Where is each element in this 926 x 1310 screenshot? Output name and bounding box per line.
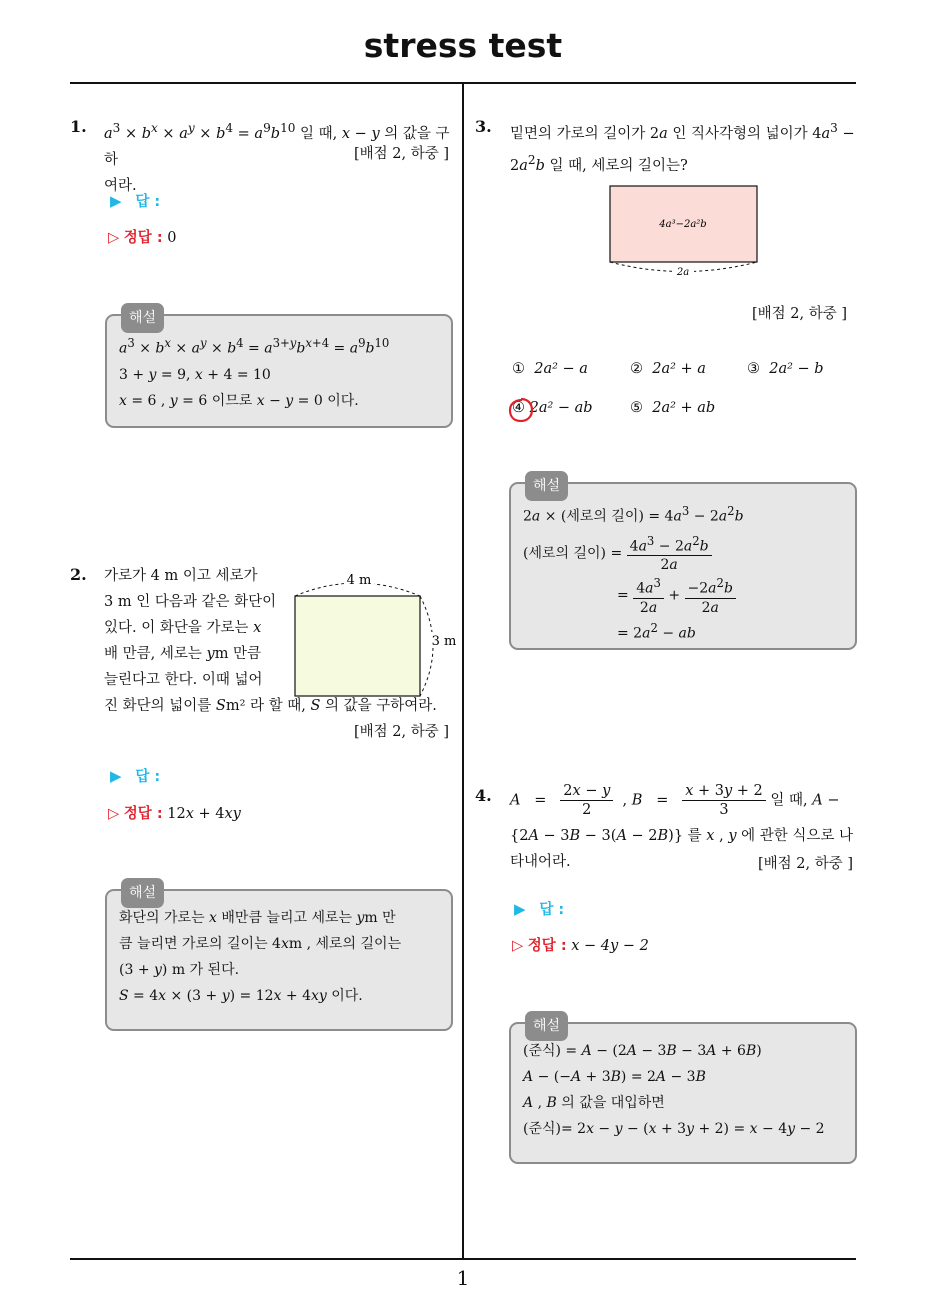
question-3-solution: 해설 2a × (세로의 길이) = $4a^3 - 2a^2b$ (세로의 길이) = $\frac{4a^3 - 2a^2b}{2a}$ = $\frac{4a^3}{2a}$ + $\frac{-2a^2b}{2a}$ = $2a^2$ − ab	[509, 482, 857, 650]
question-4-number: 4.	[475, 786, 492, 805]
question-3-number: 3.	[475, 117, 492, 136]
column-divider	[462, 84, 464, 1258]
solution-tag: 해설	[525, 1011, 568, 1041]
play-icon: ▶	[110, 767, 122, 785]
triangle-outline-icon: ▷	[108, 230, 120, 246]
triangle-outline-icon: ▷	[512, 938, 524, 954]
option-1[interactable]: ① 2a² − a	[512, 361, 588, 377]
rectangle-figure	[606, 183, 760, 278]
page-number: 1	[456, 1266, 470, 1290]
play-icon: ▶	[514, 900, 526, 918]
question-3-text: 밑면의 가로의 길이가 2a 인 직사각형의 넓이가 $4a^3$ − $2a^2b$ 일 때, 세로의 길이는?	[510, 121, 855, 174]
question-2-text: 가로가 4 m 이고 세로가 3 m 인 다음과 같은 화단이 있다. 이 화단을 가로는 x 배 만큼, 세로는 ym 만큼 늘린다고 한다. 이때 넓어	[104, 568, 277, 688]
area-label: 4a³−2a²b	[659, 219, 707, 230]
question-2-answer: ▶ 답 :	[110, 767, 161, 785]
question-1-score: [배점 2, 하중 ]	[354, 146, 450, 162]
option-2[interactable]: ② 2a² + a	[630, 361, 706, 377]
question-2-solution: 해설 화단의 가로는 x 배만큼 늘리고 세로는 ym 만 큼 늘리면 가로의 길이는 4xm , 세로의 길이는 (3 + y) m 가 된다. S = 4x × (3 + y) = 12x + 4xy 이다.	[105, 889, 453, 1031]
width-label: 4 m	[346, 573, 372, 588]
question-2-score: [배점 2, 하중 ]	[354, 724, 450, 740]
page-title: stress test	[363, 26, 563, 65]
question-4-solution: 해설 (준식) = A − (2A − 3B − 3A + 6B) A − (−A + 3B) = 2A − 3B A , B 의 값을 대입하면 (준식)= 2x − y − (x + 3y + 2) = x − 4y − 2	[509, 1022, 857, 1164]
option-3[interactable]: ③ 2a² − b	[747, 361, 824, 377]
solution-tag: 해설	[121, 878, 164, 908]
question-1-text: $a^3 \times b^x \times a^y \times b^4 = a^9b^{10}$ 일 때, x − y 의 값을 구하 여라.	[104, 121, 450, 194]
question-1-solution: 해설 $a^3 \times b^x \times a^y \times b^4 = a^{3+y}b^{x+4} = a^9b^{10}$ 3 + y = 9, x + 4 = 10 x = 6 , y = 6 이므로 x − y = 0 이다.	[105, 314, 453, 428]
solution-tag: 해설	[121, 303, 164, 333]
footer-rule	[70, 1258, 856, 1260]
triangle-outline-icon: ▷	[108, 806, 120, 822]
question-4-answer: ▶ 답 :	[514, 900, 565, 918]
question-2-correct: ▷ 정답 : 12x + 4xy	[108, 806, 241, 822]
question-1-correct: ▷ 정답 : 0	[108, 230, 177, 246]
question-3-score: [배점 2, 하중 ]	[752, 306, 848, 322]
option-4[interactable]: ④ 2a² − ab	[512, 400, 593, 416]
option-5[interactable]: ⑤ 2a² + ab	[630, 400, 716, 416]
height-label: 3 m	[431, 634, 457, 649]
selected-circle-icon	[507, 396, 535, 424]
question-1-answer: ▶ 답 :	[110, 192, 161, 210]
solution-tag: 해설	[525, 471, 568, 501]
question-1-number: 1.	[70, 117, 87, 136]
question-4-correct: ▷ 정답 : x − 4y − 2	[512, 938, 649, 954]
flowerbed-figure	[286, 568, 460, 708]
question-2-number: 2.	[70, 565, 87, 584]
question-4-score: [배점 2, 하중 ]	[758, 856, 854, 872]
play-icon: ▶	[110, 192, 122, 210]
question-2-text-tail: 진 화단의 넓이를 Sm² 라 할 때, S 의 값을 구하여라.	[104, 698, 437, 714]
question-4-text: A = $\frac{2x - y}{2}$ , B = $\frac{x + 3y + 2}{3}$ 일 때, A − {2A − 3B − 3(A − 2B)} 를 x , y 에 관한 식으로 나 타내어라.	[510, 783, 854, 870]
flowerbed-rect	[295, 596, 420, 696]
base-label: 2a	[676, 267, 690, 278]
